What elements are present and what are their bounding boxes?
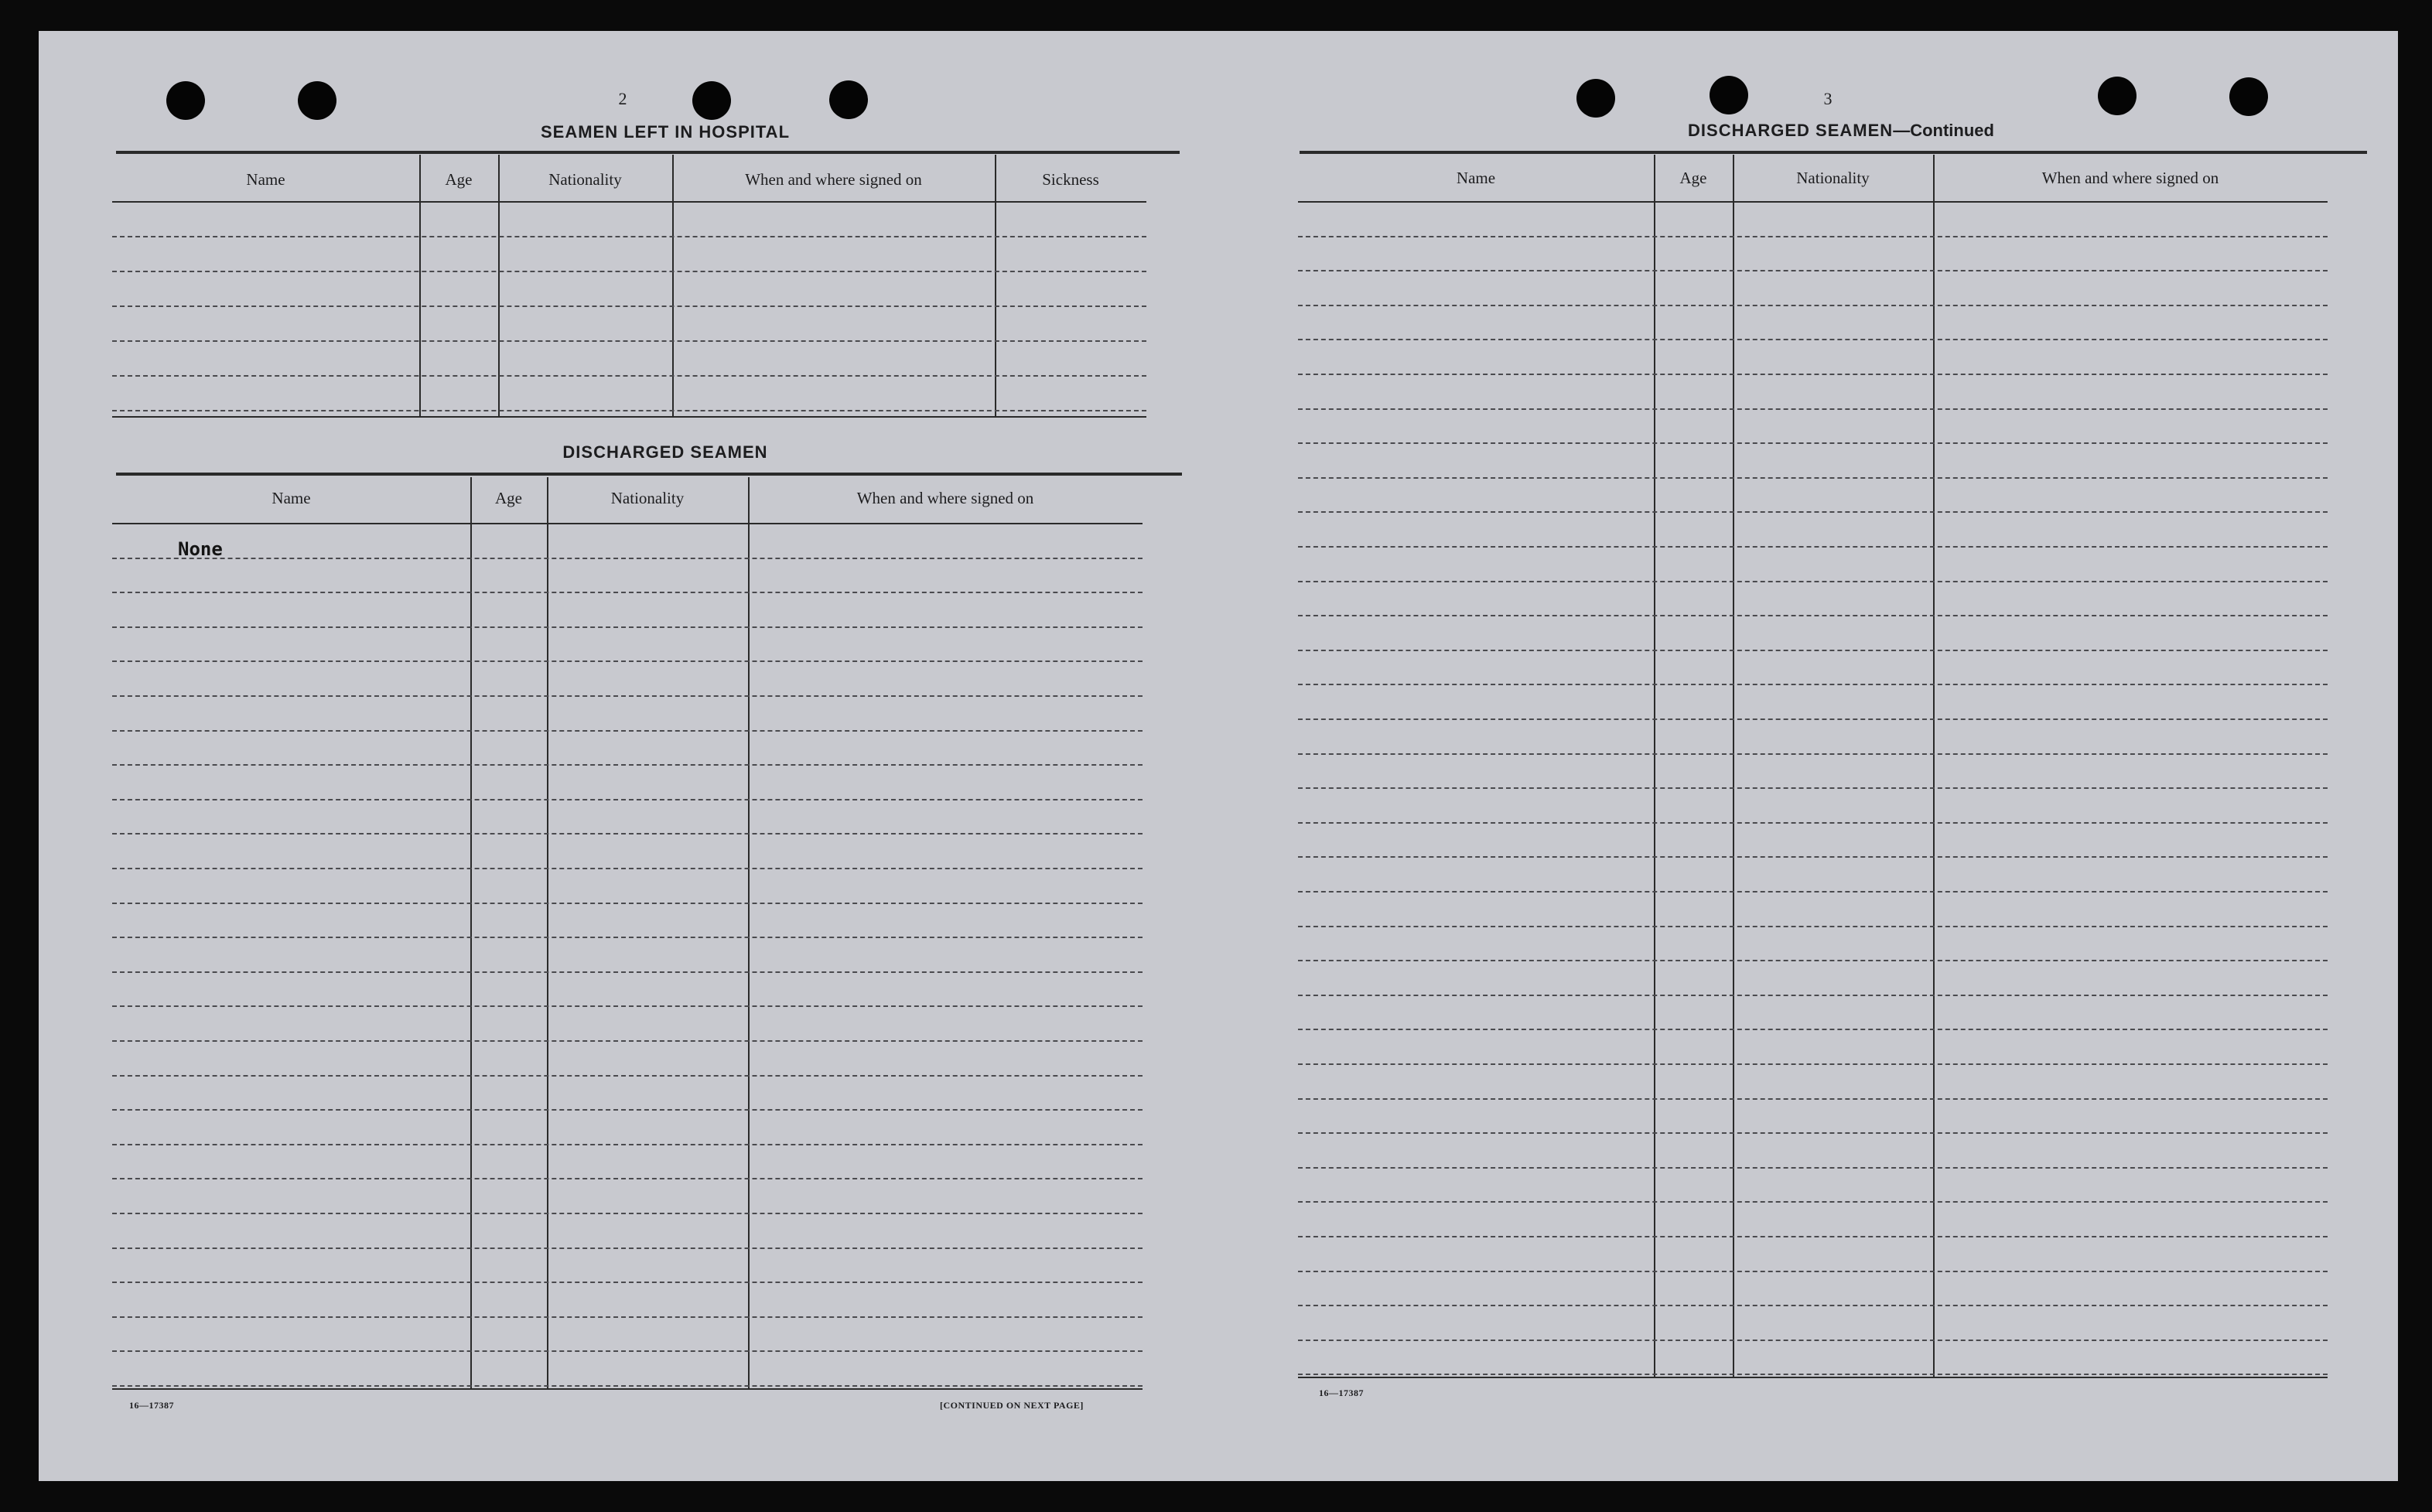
row-line <box>1298 926 2328 927</box>
row-line <box>112 410 1146 411</box>
row-line <box>1298 477 2328 479</box>
row-line <box>1298 270 2328 271</box>
row-line <box>1298 1167 2328 1169</box>
row-line <box>1298 1063 2328 1065</box>
column-divider <box>419 155 421 416</box>
row-line <box>112 971 1143 973</box>
row-line <box>112 305 1146 307</box>
row-line <box>112 1178 1143 1179</box>
column-divider <box>547 477 548 1388</box>
column-header: Name <box>272 489 311 507</box>
header-rule <box>112 201 1146 203</box>
row-line <box>112 660 1143 662</box>
discharged-continued-title <box>1593 121 2089 141</box>
row-line <box>112 340 1146 342</box>
header-rule <box>112 523 1143 524</box>
row-line <box>112 833 1143 835</box>
row-line <box>112 868 1143 869</box>
row-line <box>1298 1305 2328 1306</box>
column-header: Nationality <box>548 170 622 189</box>
row-line <box>1298 1029 2328 1030</box>
row-line <box>112 1385 1143 1387</box>
punch-hole <box>2098 77 2137 115</box>
column-header: Nationality <box>1796 169 1870 187</box>
row-line <box>112 1282 1143 1283</box>
row-line <box>112 592 1143 593</box>
row-line <box>1298 511 2328 513</box>
column-header: Age <box>445 170 473 189</box>
column-divider <box>1933 155 1935 1377</box>
column-header: Nationality <box>610 489 685 507</box>
column-header: Name <box>246 170 285 189</box>
row-line <box>112 1144 1143 1145</box>
row-line <box>112 1316 1143 1318</box>
column-header: Age <box>1679 169 1707 187</box>
row-line <box>112 1247 1143 1249</box>
column-divider <box>995 155 996 416</box>
table-bottom-rule <box>112 416 1146 418</box>
title-suffix: —Continued <box>1893 121 1994 140</box>
row-line <box>112 1005 1143 1007</box>
row-line <box>1298 339 2328 340</box>
row-line <box>112 1075 1143 1077</box>
form-number: 16—17387 <box>129 1400 174 1411</box>
row-line <box>1298 960 2328 961</box>
row-line <box>1298 1132 2328 1134</box>
column-header: When and where signed on <box>856 489 1034 507</box>
punch-hole <box>166 81 205 120</box>
table-top-rule <box>116 151 1180 154</box>
row-line <box>1298 1374 2328 1375</box>
row-line <box>112 626 1143 628</box>
punch-hole <box>298 81 336 120</box>
column-header: When and where signed on <box>745 170 922 189</box>
row-line <box>112 558 1143 559</box>
row-line <box>112 937 1143 938</box>
column-divider <box>470 477 472 1388</box>
column-divider <box>672 155 674 416</box>
page-number: 3 <box>1823 89 1833 108</box>
row-line <box>1298 753 2328 755</box>
continued-note: [CONTINUED ON NEXT PAGE] <box>940 1400 1084 1411</box>
row-line <box>112 1040 1143 1042</box>
column-divider <box>498 155 500 416</box>
header-rule <box>1298 201 2328 203</box>
punch-hole <box>1576 79 1615 118</box>
row-line <box>1298 856 2328 858</box>
row-line <box>1298 995 2328 996</box>
row-line <box>1298 1271 2328 1272</box>
row-line <box>1298 787 2328 789</box>
row-line <box>1298 650 2328 651</box>
row-line <box>1298 581 2328 582</box>
table-bottom-rule <box>1298 1377 2328 1378</box>
punch-hole <box>829 80 868 119</box>
row-line <box>112 271 1146 272</box>
row-line <box>1298 615 2328 616</box>
row-line <box>1298 684 2328 685</box>
column-header: Sickness <box>1042 170 1099 189</box>
row-line <box>112 1213 1143 1214</box>
row-line <box>1298 374 2328 375</box>
punch-hole <box>2229 77 2268 116</box>
table-top-rule <box>1300 151 2367 154</box>
row-line <box>1298 546 2328 548</box>
row-line <box>112 903 1143 904</box>
entry-none: None <box>178 538 223 560</box>
punch-hole <box>1710 76 1748 114</box>
row-line <box>1298 1098 2328 1100</box>
row-line <box>1298 822 2328 824</box>
row-line <box>112 1109 1143 1111</box>
table-top-rule <box>116 473 1182 476</box>
column-divider <box>1654 155 1655 1377</box>
row-line <box>1298 236 2328 237</box>
column-divider <box>748 477 750 1388</box>
row-line <box>1298 1236 2328 1237</box>
punch-hole <box>692 81 731 120</box>
column-header: When and where signed on <box>2041 169 2219 187</box>
table-bottom-rule <box>112 1388 1143 1390</box>
title-main: DISCHARGED SEAMEN <box>1688 121 1894 140</box>
row-line <box>112 236 1146 237</box>
row-line <box>112 695 1143 697</box>
row-line <box>112 730 1143 732</box>
row-line <box>1298 408 2328 410</box>
row-line <box>112 764 1143 766</box>
column-header: Name <box>1456 169 1496 187</box>
row-line <box>1298 305 2328 306</box>
row-line <box>112 375 1146 377</box>
column-header: Age <box>495 489 522 507</box>
row-line <box>1298 1201 2328 1203</box>
row-line <box>1298 1340 2328 1341</box>
discharged-section-title: DISCHARGED SEAMEN <box>562 442 768 462</box>
row-line <box>1298 718 2328 720</box>
hospital-section-title: SEAMEN LEFT IN HOSPITAL <box>540 122 791 142</box>
form-number: 16—17387 <box>1319 1387 1364 1398</box>
page-number: 2 <box>618 89 627 108</box>
form-sheet <box>39 31 2398 1481</box>
row-line <box>112 1350 1143 1352</box>
column-divider <box>1733 155 1734 1377</box>
row-line <box>1298 891 2328 893</box>
row-line <box>1298 442 2328 444</box>
row-line <box>112 799 1143 800</box>
